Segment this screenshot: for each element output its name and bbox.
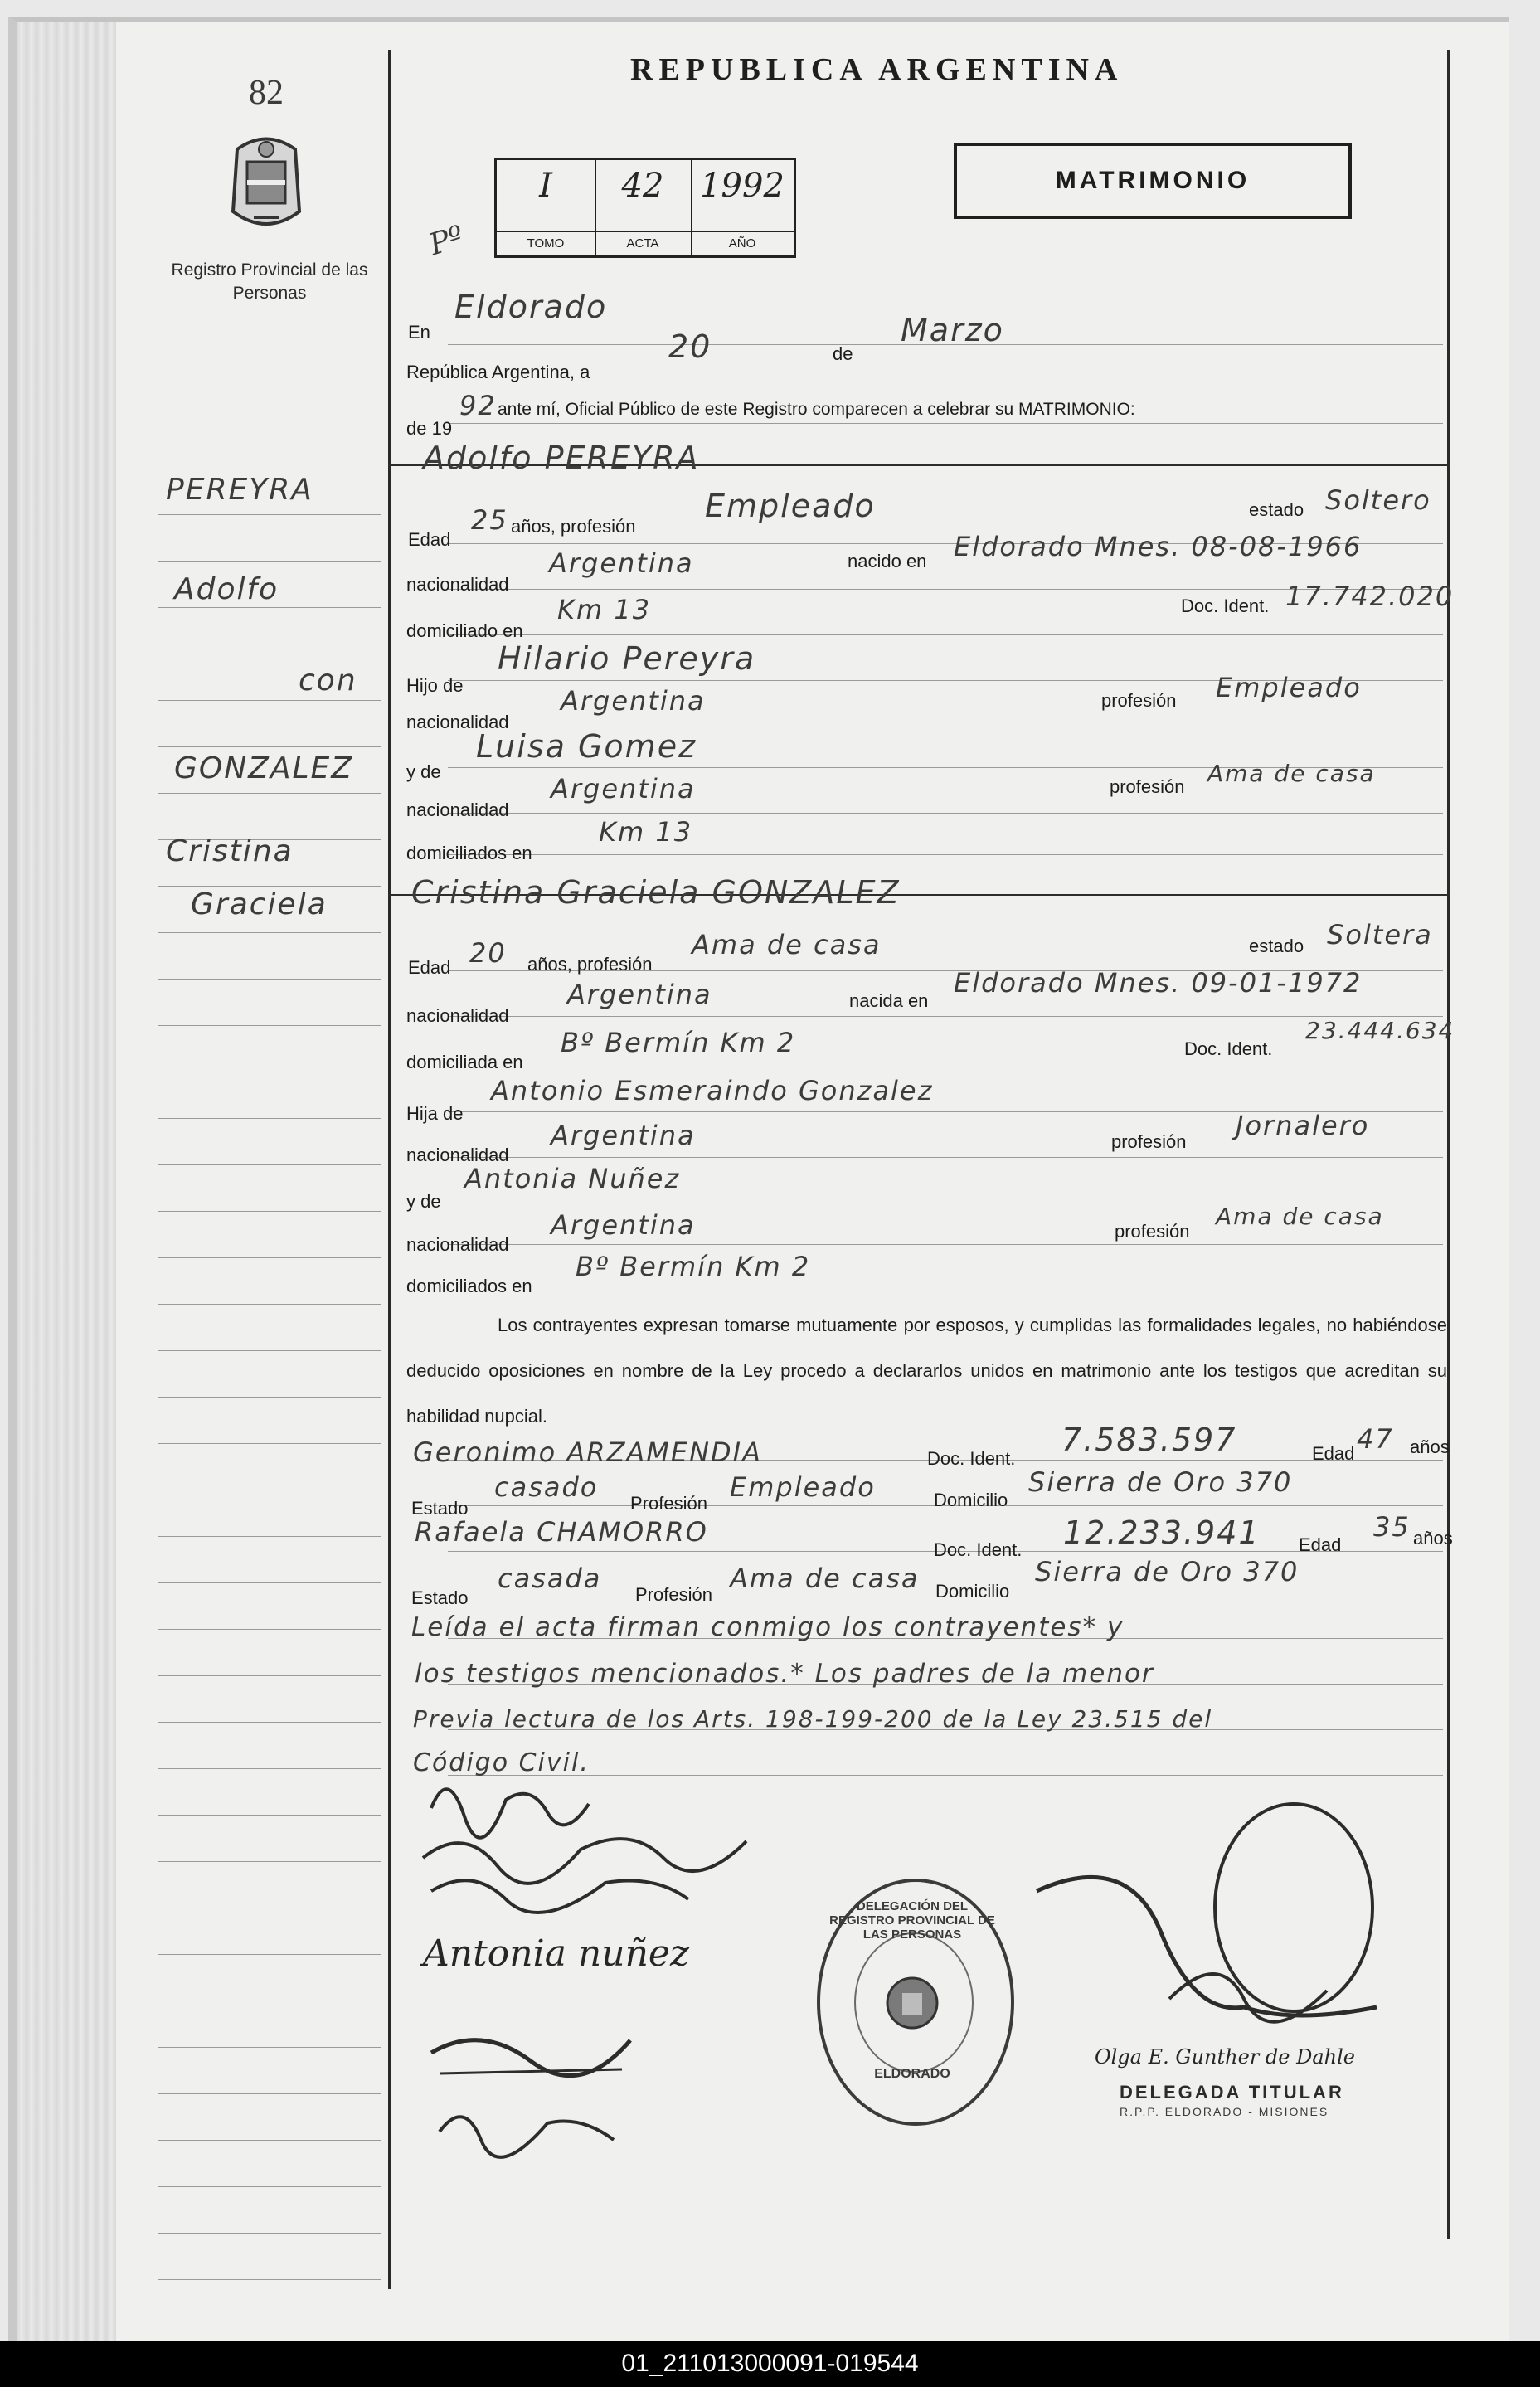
margin-rule-line [158,514,381,515]
groom-estado-label: estado [1249,499,1304,520]
margin-rule-line [158,1815,381,1816]
witness-2-doc: 12.233.941 [1063,1514,1261,1551]
bride-padre-label: Hija de [406,1103,464,1124]
stamp-ring-text: DELEGACIÓN DEL REGISTRO PROVINCIAL DE LAS PERSONAS [829,1899,995,1942]
groom-madre-nac: Argentina [551,773,696,805]
acta-label: ACTA [595,231,691,255]
form-rule-line [448,1244,1443,1245]
margin-rule-line [158,1582,381,1583]
witness-2-anios: años [1413,1528,1453,1548]
signature-antonia: Antonia nuñez [423,1932,690,1975]
bride-nacido: Eldorado Mnes. 09-01-1972 [954,967,1363,999]
witness-1-estado-label: Estado [411,1498,469,1519]
anio-label: AÑO [691,231,794,255]
form-rule-line [448,634,1443,635]
anio-cell [691,160,794,255]
margin-rule-line [158,2140,381,2141]
margin-rule-line [158,979,381,980]
witness-1-profesion: Empleado [730,1471,876,1503]
month-value: Marzo [901,312,1004,348]
bride-nacido-label: nacida en [849,990,929,1011]
bride-padre: Antonio Esmeraindo Gonzalez [491,1075,934,1106]
groom-madre-prof-label: profesión [1110,776,1185,797]
bride-profesion: Ama de casa [692,929,882,960]
margin-rule-line [158,2233,381,2234]
groom-nacido: Eldorado Mnes. 08-08-1966 [954,531,1363,562]
closing-line-2: los testigos mencionados.* Los padres de la menor [415,1659,1154,1689]
registrar-name: Olga E. Gunther de Dahle [1095,2045,1356,2069]
margin-rule-line [158,1768,381,1769]
margin-rule-line [158,886,381,887]
place-value: Eldorado [454,289,608,325]
bride-madre-prof: Ama de casa [1216,1203,1384,1230]
bride-dom-label: domiciliada en [406,1052,523,1072]
image-filename-caption: 01_211013000091-019544 [0,2341,1540,2387]
tomo-label: TOMO [497,231,595,255]
bride-estado-label: estado [1249,936,1304,956]
bride-padre-nac: Argentina [551,1120,696,1151]
left-column-rule [388,50,391,2289]
margin-name-1: Adolfo [174,572,279,606]
form-rule-line [448,854,1443,855]
bride-padre-nac-label: nacionalidad [406,1145,509,1165]
margin-rule-line [158,1536,381,1537]
witness-1-edad-label: Edad [1312,1443,1355,1464]
acta-cell [595,160,692,255]
bride-estado: Soltera [1327,919,1433,950]
witness-2-edad: 35 [1373,1511,1411,1543]
book-spine [17,22,116,2344]
groom-domicilio: Km 13 [557,594,652,625]
witness-2-estado: casada [498,1563,602,1594]
right-column-rule [1447,50,1450,2239]
registration-box [494,158,796,258]
groom-padres-dom-label: domiciliados en [406,843,532,863]
witness-1-domicilio: Sierra de Oro 370 [1028,1466,1293,1498]
day-value: 20 [668,328,712,365]
groom-padres-dom: Km 13 [599,816,693,848]
margin-surname-2: GONZALEZ [174,751,353,785]
groom-edad: 25 [471,504,508,536]
groom-padre: Hilario Pereyra [498,640,756,677]
witness-2-dom-label: Domicilio [935,1581,1010,1602]
delegate-subtitle: R.P.P. ELDORADO - MISIONES [1120,2105,1329,2118]
margin-rule-line [158,2279,381,2280]
bride-padre-prof-label: profesión [1111,1131,1187,1152]
bride-madre: Antonia Nuñez [464,1163,681,1194]
year-suffix: 92 [459,390,497,421]
margin-rule-line [158,1675,381,1676]
tomo-cell [497,160,596,255]
groom-padre-nac-label: nacionalidad [406,712,509,732]
groom-profesion-label: años, profesión [511,516,636,537]
page-number: 82 [249,74,284,112]
witness-1-doc: 7.583.597 [1061,1422,1237,1458]
anio-value: 1992 [700,167,785,205]
witness-2-doc-label: Doc. Ident. [934,1539,1023,1560]
witness-1-doc-label: Doc. Ident. [927,1448,1016,1469]
act-type-box: MATRIMONIO [954,143,1352,219]
margin-rule-line [158,607,381,608]
margin-surname-1: PEREYRA [166,473,313,507]
de-label: de [833,343,853,364]
margin-rule-line [158,1954,381,1955]
delegate-title: DELEGADA TITULAR [1120,2082,1344,2103]
witness-2-edad-label: Edad [1299,1534,1342,1555]
groom-madre-label: y de [406,761,441,782]
bride-padres-dom: Bº Bermín Km 2 [576,1251,811,1282]
margin-rule-line [158,1397,381,1398]
margin-rule-line [158,700,381,701]
bride-padre-prof: Jornalero [1236,1110,1370,1141]
record-prefix: Pº [425,219,469,263]
bride-edad-label: Edad [408,957,451,978]
witness-1-prof-label: Profesión [630,1493,707,1514]
margin-rule-line [158,2047,381,2048]
closing-line-4: Código Civil. [413,1748,590,1777]
bride-doc: 23.444.634 [1305,1017,1455,1044]
bride-domicilio: Bº Bermín Km 2 [561,1027,796,1058]
bride-madre-nac-label: nacionalidad [406,1234,509,1255]
groom-doc-label: Doc. Ident. [1181,596,1270,616]
groom-padre-nac: Argentina [561,685,706,717]
bride-profesion-label: años, profesión [527,954,653,975]
witness-1-anios: años [1410,1437,1450,1457]
witness-2-estado-label: Estado [411,1587,469,1608]
witness-2-name: Rafaela CHAMORRO [415,1516,708,1548]
margin-rule-line [158,561,381,562]
witness-2-profesion: Ama de casa [730,1563,920,1594]
office-name: Registro Provincial de las Personas [171,260,368,303]
bride-nac-label: nacionalidad [406,1005,509,1026]
witness-1-name: Geronimo ARZAMENDIA [413,1437,762,1468]
en-label: En [408,322,430,343]
margin-rule-line [158,793,381,794]
stamp-city: ELDORADO [874,2067,950,2081]
declaration-text: Los contrayentes expresan tomarse mutuamente por esposos, y cumplidas las formalidades legales, no habiéndose deducido oposiciones en nombre de la Ley procedo a declararlos unidos en matrimonio ante los testigos que acreditan su habilidad nupcial. [406,1315,1447,1427]
margin-rule-line [158,1257,381,1258]
groom-madre-nac-label: nacionalidad [406,800,509,820]
margin-rule-line [158,1861,381,1862]
bride-full-name: Cristina Graciela GONZALEZ [411,874,901,911]
form-rule-line [448,423,1443,424]
bride-madre-label: y de [406,1191,441,1212]
republica-label: República Argentina, a [406,362,590,382]
groom-madre: Luisa Gomez [476,728,697,765]
registrar-signature-scribble [1028,1800,1418,2073]
margin-name-3: Graciela [191,887,328,921]
groom-madre-prof: Ama de casa [1207,760,1376,787]
form-rule-line [448,813,1443,814]
witness-2-prof-label: Profesión [635,1584,712,1605]
country-title: REPUBLICA ARGENTINA [630,52,1124,87]
groom-estado: Soltero [1325,484,1431,516]
margin-rule-line [158,1118,381,1119]
intro-statement: ante mí, Oficial Público de este Registro comparecen a celebrar su MATRIMONIO: [498,400,1135,419]
margin-rule-line [158,1443,381,1444]
witness-1-dom-label: Domicilio [934,1490,1008,1510]
bride-madre-nac: Argentina [551,1209,696,1241]
groom-profesion: Empleado [705,488,876,524]
year-prefix: de 19 [406,418,453,439]
margin-rule-line [158,932,381,933]
groom-padre-prof: Empleado [1216,672,1362,703]
margin-con: con [299,664,357,698]
groom-full-name: Adolfo PEREYRA [423,440,700,476]
margin-rule-line [158,2093,381,2094]
margin-name-2: Cristina [166,834,294,868]
stamp-crest-icon [879,1970,945,2036]
tomo-value: I [539,167,552,205]
groom-nacionalidad: Argentina [549,547,694,579]
acta-value: 42 [621,167,664,205]
margin-rule-line [158,1350,381,1351]
margin-rule-line [158,1629,381,1630]
form-rule-line [448,1157,1443,1158]
witness-1-edad: 47 [1357,1423,1394,1455]
coat-of-arms-icon [221,124,312,236]
closing-line-1: Leída el acta firman conmigo los contrayentes* y [411,1612,1125,1642]
bride-edad: 20 [469,937,507,969]
margin-rule-line [158,1164,381,1165]
witness-1-estado: casado [494,1471,599,1503]
groom-nac-label: nacionalidad [406,574,509,595]
margin-rule-line [158,1722,381,1723]
closing-line-3: Previa lectura de los Arts. 198-199-200 de la Ley 23.515 del [413,1705,1213,1733]
groom-doc: 17.742.020 [1285,581,1455,612]
bride-padres-dom-label: domiciliados en [406,1276,532,1296]
groom-padre-prof-label: profesión [1101,690,1177,711]
groom-edad-label: Edad [408,529,451,550]
margin-rule-line [158,746,381,747]
margin-rule-line [158,2186,381,2187]
witness-2-domicilio: Sierra de Oro 370 [1035,1556,1300,1587]
bride-nacionalidad: Argentina [567,979,712,1010]
groom-padre-label: Hijo de [406,675,464,696]
groom-dom-label: domiciliado en [406,620,523,641]
bride-doc-label: Doc. Ident. [1184,1038,1273,1059]
bride-madre-prof-label: profesión [1115,1221,1190,1242]
groom-nacido-label: nacido en [848,551,927,571]
form-rule-line [448,1016,1443,1017]
margin-rule-line [158,1304,381,1305]
margin-rule-line [158,1211,381,1212]
margin-rule-line [158,1025,381,1026]
